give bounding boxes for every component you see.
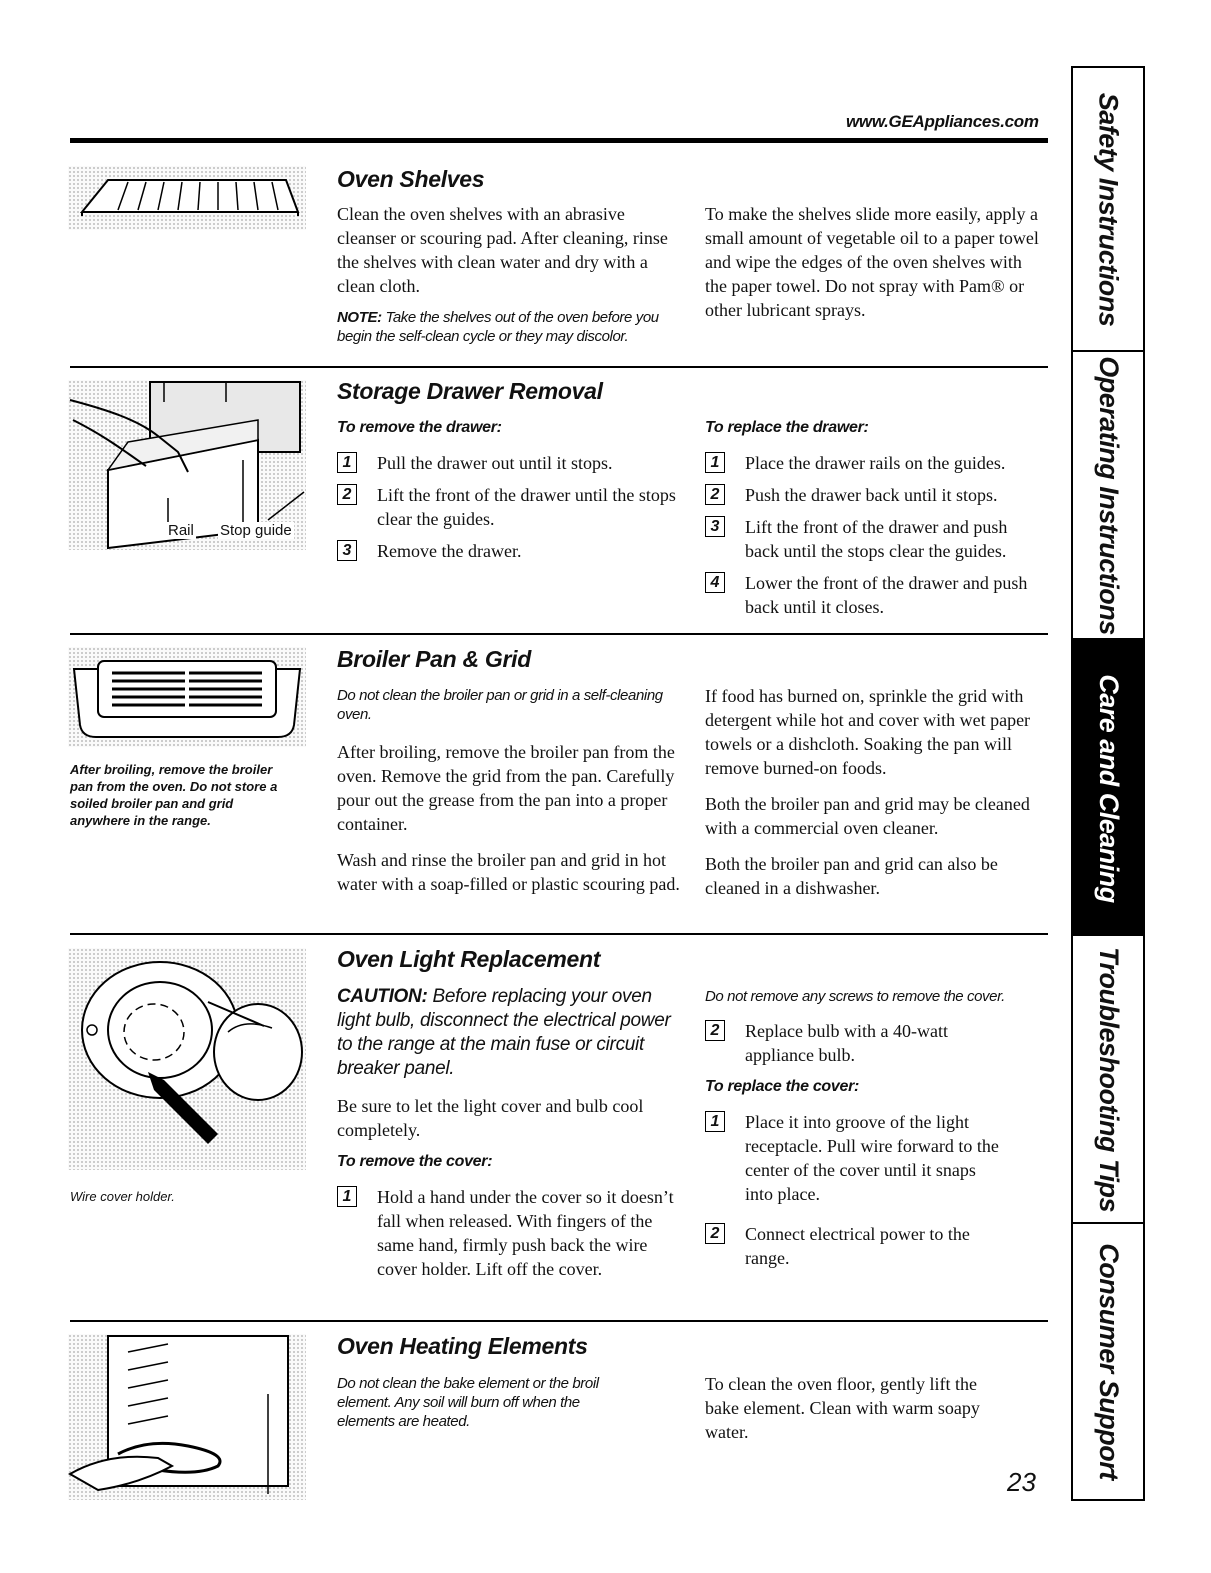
tab-troubleshooting-tips[interactable] [1073, 936, 1143, 1222]
header-rule [70, 138, 1048, 143]
step-text: Hold a hand under the cover so it doesn’t fall when released. With fingers of the same hand, firmly push back the wire cover holder. Lift off the cover. [377, 1187, 674, 1279]
replace-drawer-heading: To replace the drawer: [705, 419, 869, 436]
oven-light-illustration [68, 948, 306, 1170]
step-text: Lift the front of the drawer until the stops clear the guides. [377, 485, 676, 529]
step-number: 3 [705, 516, 725, 537]
shelves-note [337, 308, 682, 346]
step-number: 2 [705, 484, 725, 505]
step-number: 3 [337, 540, 357, 561]
heating-elements-title: Oven Heating Elements [337, 1333, 588, 1359]
replace-drawer-step [705, 451, 1045, 475]
oven-light-title: Oven Light Replacement [337, 946, 601, 972]
broiler-cleaner-text: Both the broiler pan and grid may be cleaned with a commercial oven cleaner. [705, 794, 1030, 838]
broiler-title: Broiler Pan & Grid [337, 646, 531, 672]
replace-drawer-step [705, 571, 1045, 619]
light-caution [337, 985, 682, 1081]
section-tabs [1071, 66, 1145, 1501]
broiler-pan-illustration [68, 647, 306, 747]
step-number: 2 [705, 1020, 725, 1041]
tab-label: Operating Instructions [1093, 355, 1124, 635]
broiler-caption: After broiling, remove the broiler pan from the oven. Do not store a soiled broiler pan and grid anywhere in the range. [70, 762, 278, 828]
heating-element-drawing [68, 1334, 306, 1500]
oven-floor-text: To clean the oven floor, gently lift the bake element. Clean with warm soapy water. [705, 1374, 980, 1442]
step-text: Push the drawer back until it stops. [745, 485, 998, 505]
broiler-steps-text: After broiling, remove the broiler pan from the oven. Remove the grid from the pan. Carefully pour out the grease from the pan into a proper container. [337, 742, 675, 834]
step-text: Replace bulb with a 40-watt appliance bulb. [745, 1021, 948, 1065]
step-text: Place the drawer rails on the guides. [745, 453, 1006, 473]
remove-cover-heading: To remove the cover: [337, 1153, 493, 1170]
note-text: Take the shelves out of the oven before you begin the self-clean cycle or they may discolor. [337, 309, 659, 345]
replace-bulb-step [705, 1019, 1005, 1067]
replace-drawer-steps [705, 451, 1045, 627]
tab-label: Troubleshooting Tips [1093, 946, 1124, 1212]
note-label: NOTE: [337, 309, 382, 326]
remove-drawer-heading: To remove the drawer: [337, 419, 502, 436]
step-number: 4 [705, 572, 725, 593]
tab-operating-instructions[interactable] [1073, 352, 1143, 638]
website-url: www.GEAppliances.com [846, 112, 1039, 131]
replace-cover-step [705, 1110, 1005, 1206]
section-divider [70, 633, 1048, 635]
replace-cover-heading: To replace the cover: [705, 1078, 860, 1095]
step-number: 2 [705, 1223, 725, 1244]
broiler-wash-text: Wash and rinse the broiler pan and grid in hot water with a soap-filled or plastic scouring pad. [337, 850, 680, 894]
shelves-slide-text: To make the shelves slide more easily, apply a small amount of vegetable oil to a paper towel and wipe the edges of the oven shelves with the paper towel. Do not spray with Pam® or other lubricant sprays. [705, 204, 1039, 320]
heating-elements-warning: Do not clean the bake element or the broil element. Any soil will burn off when the elements are heated. [337, 1375, 599, 1430]
broiler-soak-text: If food has burned on, sprinkle the grid with detergent while hot and cover with wet paper towels or a dishcloth. Soaking the pan will remove burned-on foods. [705, 686, 1031, 778]
remove-drawer-step [337, 483, 682, 531]
step-number: 1 [705, 1111, 725, 1132]
step-number: 1 [337, 452, 357, 473]
replace-drawer-step [705, 483, 1045, 507]
broiler-warning: Do not clean the broiler pan or grid in a self-cleaning oven. [337, 687, 663, 723]
section-divider [70, 366, 1048, 368]
step-number: 1 [337, 1186, 357, 1207]
step-text: Pull the drawer out until it stops. [377, 453, 613, 473]
step-number: 1 [705, 452, 725, 473]
wire-cover-caption: Wire cover holder. [70, 1189, 175, 1204]
tab-label: Care and Cleaning [1093, 673, 1124, 903]
section-divider [70, 933, 1048, 935]
heating-element-illustration [68, 1334, 306, 1500]
step-text: Lift the front of the drawer and push back until the stops clear the guides. [745, 517, 1008, 561]
oven-light-drawing [68, 948, 306, 1170]
step-text: Place it into groove of the light receptacle. Pull wire forward to the center of the cover until it snaps into place. [745, 1112, 999, 1204]
remove-cover-step [337, 1185, 677, 1281]
storage-drawer-illustration [68, 380, 306, 550]
tab-care-and-cleaning[interactable] [1073, 640, 1143, 936]
broiler-dishwasher-text: Both the broiler pan and grid can also be cleaned in a dishwasher. [705, 854, 998, 898]
tab-label: Safety Instructions [1093, 92, 1124, 326]
replace-drawer-step [705, 515, 1045, 563]
oven-shelves-title: Oven Shelves [337, 166, 485, 192]
step-text: Lower the front of the drawer and push back until it closes. [745, 573, 1028, 617]
step-text: Remove the drawer. [377, 541, 522, 561]
oven-shelf-drawing [68, 166, 306, 230]
section-divider [70, 1320, 1048, 1322]
tab-label: Consumer Support [1093, 1243, 1124, 1480]
shelves-cleaning-text: Clean the oven shelves with an abrasive cleanser or scouring pad. After cleaning, rinse the shelves with clean water and dry with a clean cloth. [337, 204, 668, 296]
storage-drawer-title: Storage Drawer Removal [337, 378, 603, 404]
page-number: 23 [1007, 1467, 1036, 1497]
oven-shelf-illustration [68, 166, 306, 230]
remove-drawer-steps [337, 451, 682, 571]
step-text: Connect electrical power to the range. [745, 1224, 970, 1268]
caution-text: Before replacing your oven light bulb, disconnect the electrical power to the range at the main fuse or circuit breaker panel. [337, 986, 671, 1079]
replace-cover-step [705, 1222, 1005, 1270]
tab-safety-instructions[interactable] [1073, 68, 1143, 350]
stop-guide-label: Stop guide [220, 522, 292, 539]
no-screws-note: Do not remove any screws to remove the cover. [705, 988, 1005, 1005]
light-cool-text: Be sure to let the light cover and bulb cool completely. [337, 1096, 644, 1140]
remove-drawer-step [337, 451, 682, 475]
caution-label: CAUTION: [337, 986, 428, 1007]
rail-label: Rail [168, 522, 194, 539]
step-number: 2 [337, 484, 357, 505]
remove-drawer-step [337, 539, 682, 563]
broiler-pan-drawing [68, 647, 306, 747]
tab-consumer-support[interactable] [1073, 1224, 1143, 1499]
